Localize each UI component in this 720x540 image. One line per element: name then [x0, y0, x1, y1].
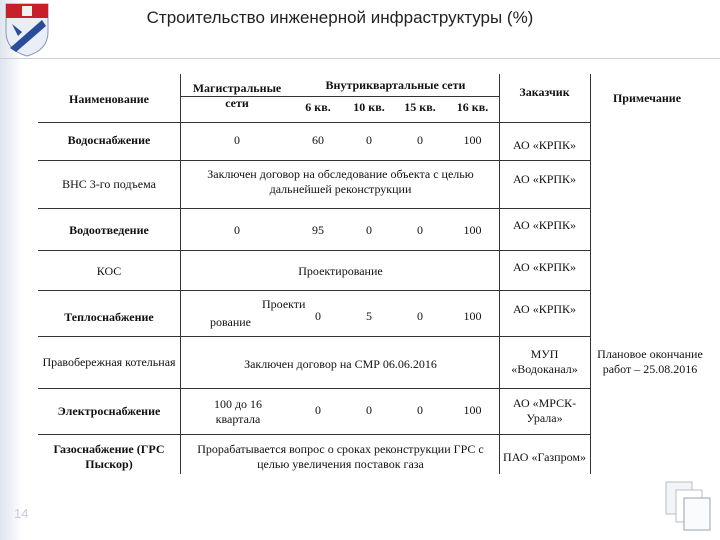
header-q6: 6 кв.: [305, 99, 331, 114]
row-kos-customer: АО «КРПК»: [512, 259, 577, 274]
header-note: Примечание: [612, 90, 682, 105]
row-power-customer: АО «МРСК-Урала»: [512, 396, 577, 425]
row-boiler-merged: Заключен договор на СМР 06.06.2016: [244, 356, 437, 371]
row-kos-merged: Проектирование: [298, 263, 383, 278]
left-decoration: [0, 0, 22, 540]
row-boiler-name: Правобережная котельная: [42, 354, 176, 369]
row-line: [38, 336, 590, 337]
row-water-q15: 0: [417, 132, 423, 147]
header-q10: 10 кв.: [353, 99, 385, 114]
row-line: [38, 122, 590, 123]
row-line: [38, 388, 590, 389]
slide-number: 14: [14, 506, 29, 521]
row-gas-customer: ПАО «Газпром»: [503, 449, 586, 464]
row-sewer-name: Водоотведение: [69, 222, 149, 237]
row-water-q10: 0: [366, 132, 372, 147]
row-heat-trunk-b: рование: [210, 314, 252, 329]
row-power-q16: 100: [463, 402, 482, 417]
column-line: [180, 74, 181, 474]
header-trunk: Магистральные сети: [192, 81, 282, 110]
row-sewer-q10: 0: [366, 222, 372, 237]
title-divider: [0, 58, 720, 59]
row-power-q6: 0: [315, 402, 321, 417]
header-q15: 15 кв.: [404, 99, 436, 114]
row-heat-q6: 0: [315, 308, 321, 323]
row-gas-merged: Прорабатывается вопрос о сроках реконструкции ГРС с целью увеличения поставок газа: [197, 442, 484, 471]
row-gas-name: Газоснабжение (ГРС Пыскор): [53, 442, 165, 471]
row-heat-q15: 0: [417, 308, 423, 323]
row-sewer-trunk: 0: [234, 222, 240, 237]
row-power-trunk: 100 до 16 квартала: [213, 397, 263, 426]
row-line: [38, 208, 590, 209]
pages-decoration-icon: [664, 480, 712, 532]
row-line: [38, 434, 590, 435]
row-sewer-q15: 0: [417, 222, 423, 237]
header-q16: 16 кв.: [456, 99, 489, 114]
row-water-q6: 60: [312, 132, 324, 147]
row-heat-trunk-a: Проекти: [262, 296, 306, 311]
row-water-customer: АО «КРПК»: [512, 137, 577, 152]
header-intra: Внутриквартальные сети: [325, 77, 466, 92]
header-name: Наименование: [69, 91, 149, 106]
page-title: Строительство инженерной инфраструктуры (%): [146, 8, 534, 27]
row-line: [38, 250, 590, 251]
row-heat-customer: АО «КРПК»: [512, 301, 577, 316]
row-power-name: Электроснабжение: [57, 403, 161, 418]
row-boiler-note: Плановое окончание работ – 25.08.2016: [597, 347, 703, 376]
row-sewer-q16: 100: [463, 222, 482, 237]
row-vns-name: ВНС 3-го подъема: [62, 176, 156, 191]
row-heat-q10: 5: [366, 308, 372, 323]
row-vns-customer: АО «КРПК»: [512, 171, 577, 186]
row-line: [38, 290, 590, 291]
row-boiler-customer: МУП «Водоканал»: [511, 347, 578, 376]
row-water-trunk: 0: [234, 132, 240, 147]
header-customer: Заказчик: [519, 84, 570, 99]
coat-of-arms-icon: [2, 2, 52, 58]
row-water-name: Водоснабжение: [67, 132, 151, 147]
row-water-q16: 100: [463, 132, 482, 147]
column-line: [590, 74, 591, 474]
row-power-q10: 0: [366, 402, 372, 417]
row-sewer-q6: 95: [312, 222, 324, 237]
row-heat-q16: 100: [463, 308, 482, 323]
row-power-q15: 0: [417, 402, 423, 417]
row-line: [38, 160, 590, 161]
row-sewer-customer: АО «КРПК»: [512, 217, 577, 232]
row-vns-merged: Заключен договор на обследование объекта с целью дальнейшей реконструкции: [207, 167, 474, 196]
row-heat-name: Теплоснабжение: [64, 309, 154, 324]
row-kos-name: КОС: [96, 263, 122, 278]
